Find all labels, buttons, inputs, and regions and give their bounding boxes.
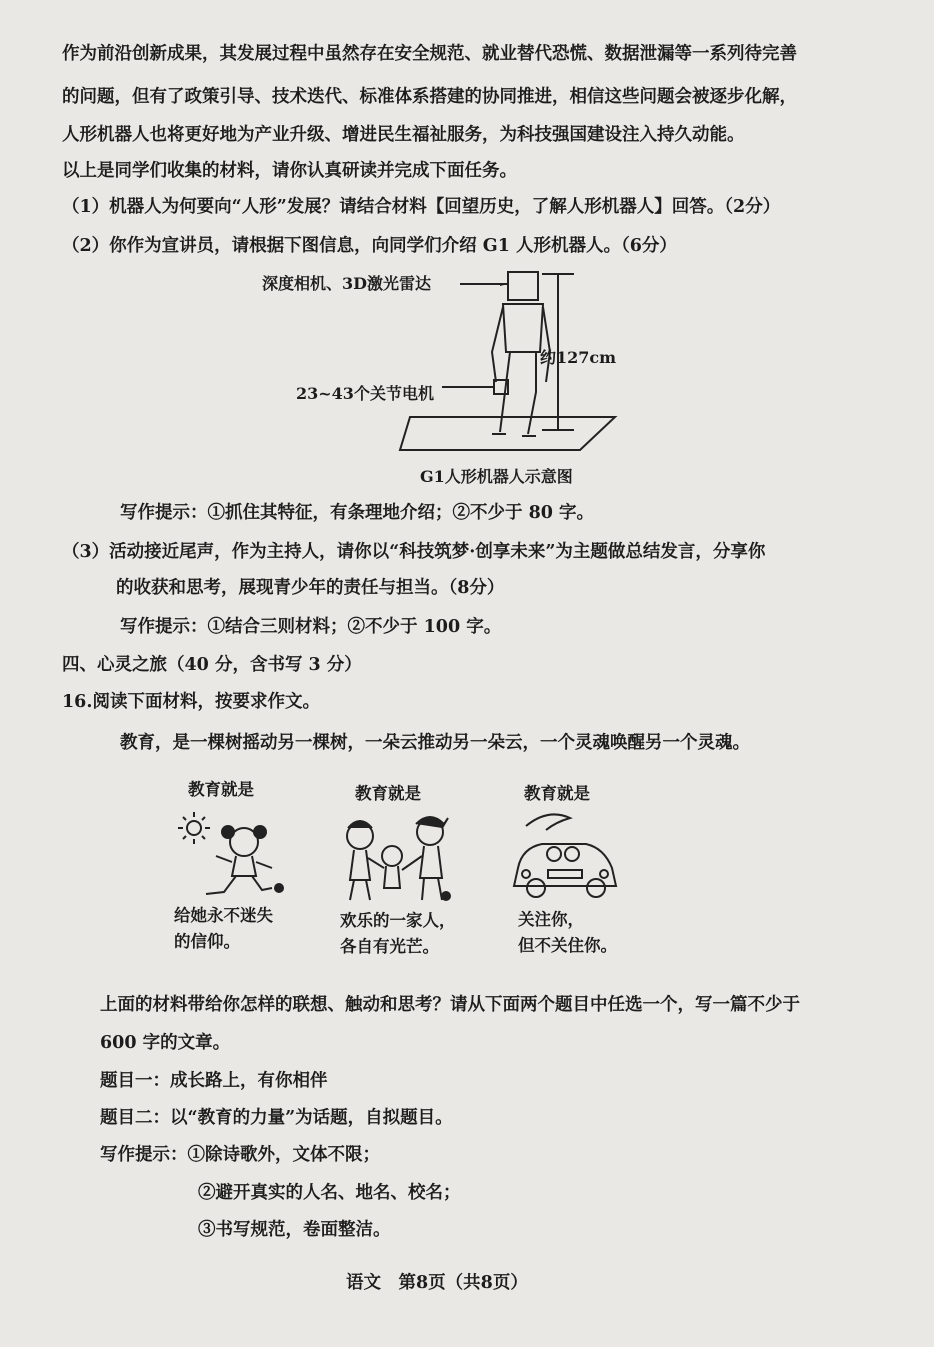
panel-3-caption-line-1: 关注你， xyxy=(518,910,584,929)
label-sensors: 深度相机、3D激光雷达 xyxy=(262,274,432,293)
panel-3-title: 教育就是 xyxy=(524,784,590,803)
essay-tips: 写作提示：①除诗歌外，文体不限； xyxy=(100,1145,380,1165)
panel-2-drawing xyxy=(338,808,468,908)
question-3: （3）活动接近尾声，作为主持人，请你以“科技筑梦·创享未来”为主题做总结发言，分享你 xyxy=(62,542,766,562)
section-heading: 四、心灵之旅（40 分，含书写 3 分） xyxy=(62,655,362,675)
essay-tip-2: ②避开真实的人名、地名、校名； xyxy=(198,1183,461,1203)
label-joints: 23~43个关节电机 xyxy=(296,384,434,403)
figure-caption: G1人形机器人示意图 xyxy=(420,467,573,486)
question-16: 16.阅读下面材料，按要求作文。 xyxy=(62,692,320,712)
question-2: （2）你作为宣讲员，请根据下图信息，向同学们介绍 G1 人形机器人。（6分） xyxy=(62,236,677,256)
panel-2-caption-line-2: 各自有光芒。 xyxy=(340,937,439,956)
panel-1-drawing xyxy=(176,808,296,908)
writing-hint-2: 写作提示：①抓住其特征，有条理地介绍；②不少于 80 字。 xyxy=(120,503,595,523)
panel-2-title: 教育就是 xyxy=(355,784,421,803)
panel-2-caption-line-1: 欢乐的一家人， xyxy=(340,911,456,930)
panel-1-caption-line-1: 给她永不迷失 xyxy=(174,906,273,925)
question-3-continued: 的收获和思考，展现青少年的责任与担当。（8分） xyxy=(116,578,505,598)
text-line: 的问题，但有了政策引导、技术迭代、标准体系搭建的协同推进，相信这些问题会被逐步化解， xyxy=(62,87,797,107)
text-line: 作为前沿创新成果，其发展过程中虽然存在安全规范、就业替代恐慌、数据泄漏等一系列待完善 xyxy=(62,44,797,64)
quote-line: 教育，是一棵树摇动另一棵树，一朵云推动另一朵云，一个灵魂唤醒另一个灵魂。 xyxy=(120,733,750,753)
essay-topic-2: 题目二：以“教育的力量”为话题，自拟题目。 xyxy=(100,1108,453,1128)
writing-hint-3: 写作提示：①结合三则材料；②不少于 100 字。 xyxy=(120,617,502,637)
task-intro: 以上是同学们收集的材料，请你认真研读并完成下面任务。 xyxy=(62,161,517,181)
question-1: （1）机器人为何要向“人形”发展？请结合材料【回望历史，了解人形机器人】回答。（2分） xyxy=(62,197,781,217)
text-line: 人形机器人也将更好地为产业升级、增进民生福祉服务，为科技强国建设注入持久动能。 xyxy=(62,125,745,145)
page-footer: 语文 第8页（共8页） xyxy=(346,1273,528,1293)
essay-prompt: 上面的材料带给你怎样的联想、触动和思考？请从下面两个题目中任选一个，写一篇不少于 xyxy=(100,995,800,1015)
essay-tip-3: ③书写规范，卷面整洁。 xyxy=(198,1220,391,1240)
label-height: 约127cm xyxy=(540,348,617,367)
panel-3-caption-line-2: 但不关住你。 xyxy=(518,936,617,955)
essay-topic-1: 题目一：成长路上，有你相伴 xyxy=(100,1071,328,1091)
panel-1-title: 教育就是 xyxy=(188,780,254,799)
robot-diagram xyxy=(260,262,640,492)
panel-3-drawing xyxy=(508,808,628,908)
essay-prompt-continued: 600 字的文章。 xyxy=(100,1033,231,1053)
panel-1-caption-line-2: 的信仰。 xyxy=(174,932,240,951)
